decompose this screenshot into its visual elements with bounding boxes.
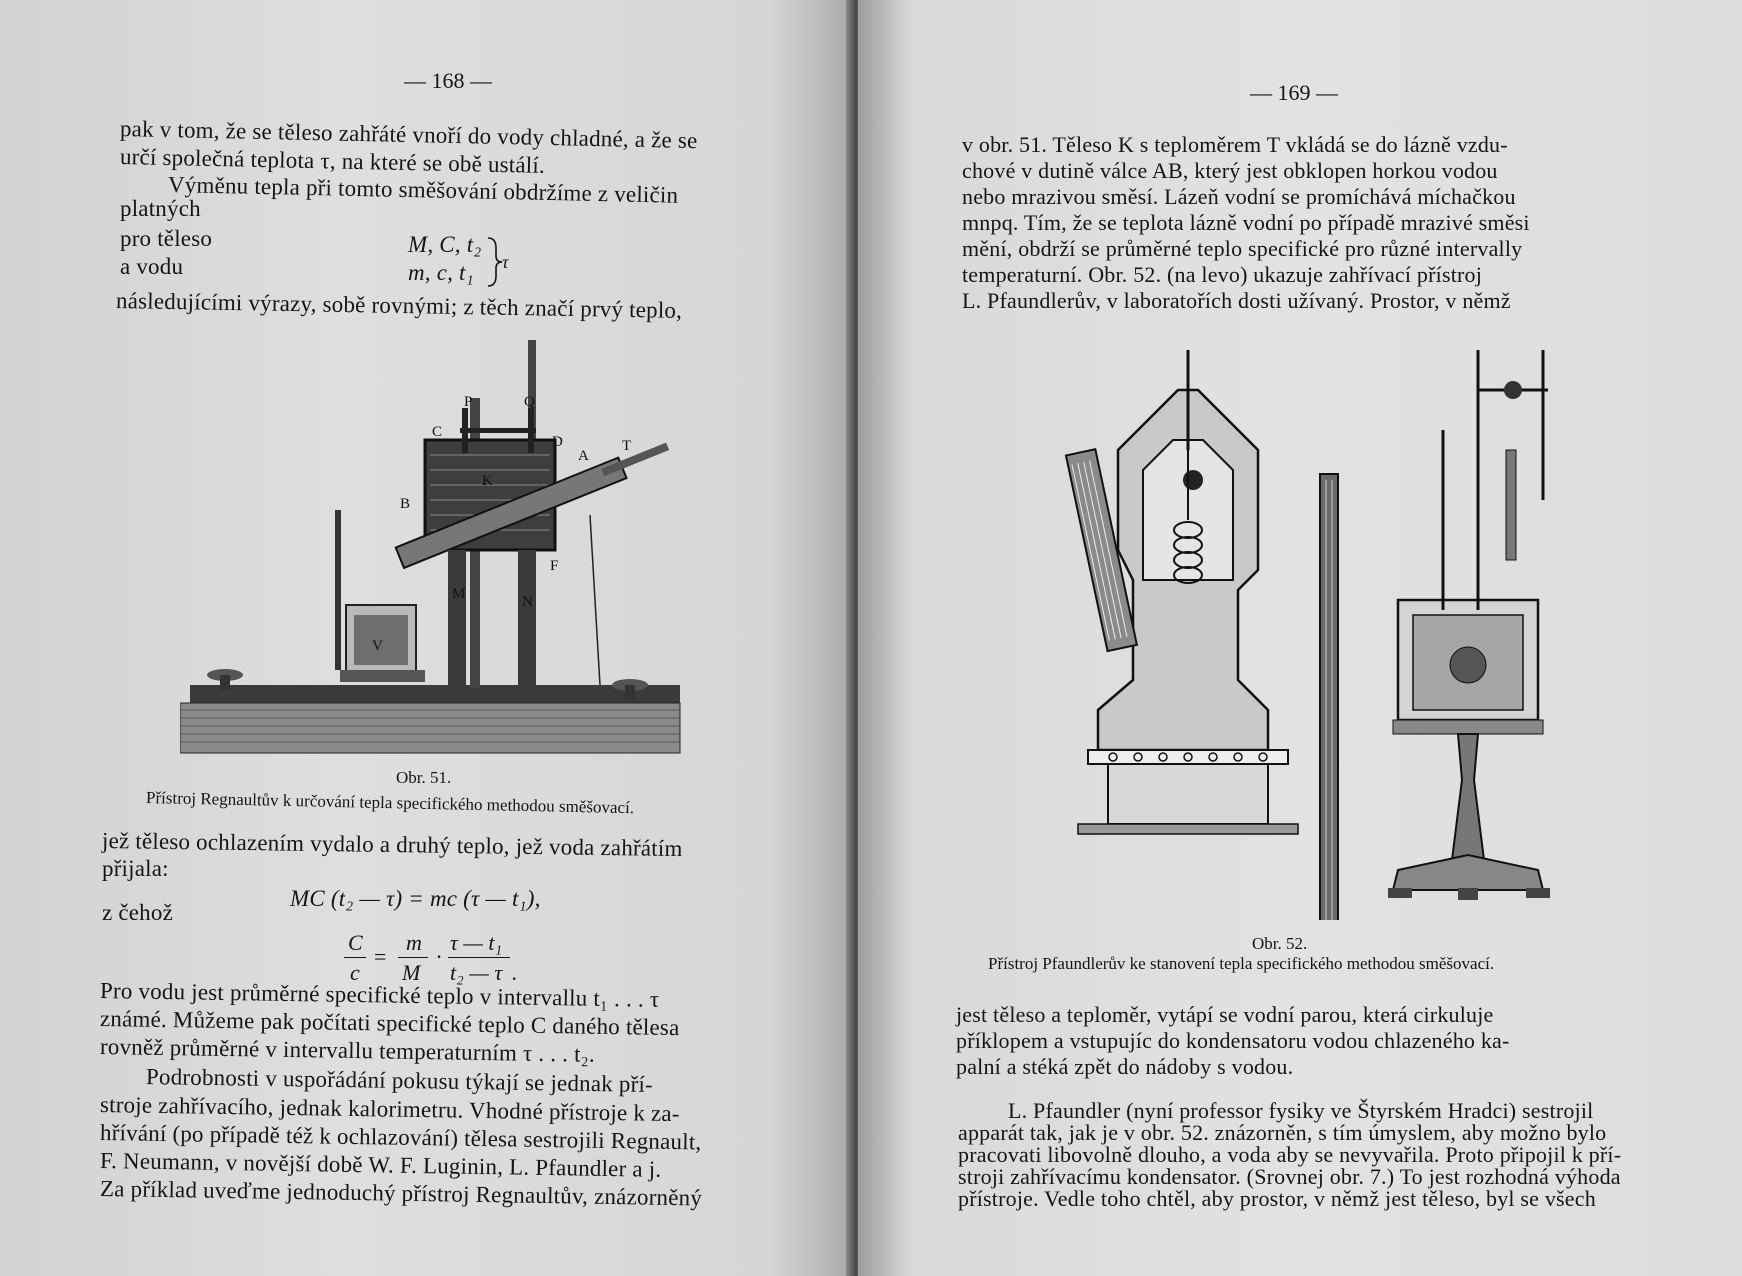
- figure-caption-number: Obr. 52.: [1252, 934, 1308, 953]
- text-line: následujícími výrazy, sobě rovnými; z těch značí prvý teplo,: [115, 288, 683, 323]
- text-line: chové v dutině válce AB, který jest obklopen horkou vodou: [962, 158, 1498, 183]
- figure-caption: Přístroj Pfaundlerův ke stanovení tepla specifického methodou směšovací.: [988, 954, 1495, 973]
- brace-var: τ: [502, 252, 509, 272]
- text-line: Podrobnosti v uspořádání pokusu týkají se jednak pří-: [145, 1064, 654, 1097]
- frac-num: m: [406, 930, 422, 955]
- text-line: příklopem a vstupujíc do kondensatoru vodou chlazeného ka-: [956, 1028, 1510, 1053]
- fig-label: T: [622, 438, 632, 454]
- frac-bar: [448, 957, 510, 958]
- fig-label: P: [464, 394, 473, 410]
- small-text-line: pracovati libovolně dlouho, a voda aby se nevyvařila. Proto připojil k pří-: [958, 1142, 1622, 1167]
- eq-sign: =: [374, 944, 387, 969]
- frac-bar: [398, 957, 428, 958]
- fig-label: B: [400, 496, 411, 512]
- small-text-line: stroji zahřívacímu kondensator. (Srovnej obr. 7.) To jest rozhodná výhoda: [958, 1164, 1621, 1189]
- text-line: v obr. 51. Těleso K s teploměrem T vkládá se do lázně vzdu-: [962, 132, 1508, 157]
- text-line: temperaturní. Obr. 52. (na levo) ukazuje zahřívací přístroj: [962, 262, 1483, 287]
- text-line: Za příklad uveďme jednoduchý přístroj Regnaultův, znázorněný: [99, 1176, 703, 1211]
- fig-label: K: [482, 473, 493, 489]
- fig-label: M: [452, 586, 466, 602]
- figure-caption: Přístroj Regnaultův k určování tepla specifického methodou směšovací.: [145, 788, 635, 818]
- small-text-line: apparát tak, jak je v obr. 52. znázorněn, s tím úmyslem, aby možno bylo: [958, 1120, 1607, 1145]
- text-line: platných: [120, 196, 201, 221]
- text-line: F. Neumann, v novější době W. F. Luginin, L. Pfaundler a j.: [99, 1148, 662, 1182]
- fig-label: A: [578, 448, 589, 464]
- text-line: hřívání (po případě též k ochlazování) tělesa sestrojili Regnault,: [99, 1120, 702, 1155]
- fig-label: N: [522, 594, 533, 610]
- page-number: — 168 —: [404, 68, 492, 93]
- equation-label: z čehož: [102, 900, 173, 925]
- text-line: přijala:: [102, 856, 169, 881]
- eq-end: .: [512, 960, 518, 985]
- text-line: L. Pfaundlerův, v laboratořích dosti užívaný. Prostor, v němž: [962, 288, 1511, 313]
- text-line: mění, obdrží se průměrné teplo specifické pro různé intervally: [962, 236, 1523, 261]
- row-label: pro těleso: [120, 226, 213, 251]
- frac-den: M: [402, 960, 421, 985]
- text-line: palní a stéká zpět do nádoby s vodou.: [956, 1054, 1294, 1079]
- text-line: mnpq. Tím, že se teplota lázně vodní po případě mrazivé směsi: [962, 210, 1530, 235]
- equation-1: MC (t₂ — τ) = mc (τ — t₁),: [290, 886, 541, 911]
- eq-dot: ·: [436, 944, 442, 969]
- page-number: — 169 —: [1250, 80, 1338, 105]
- row-vars: m, c, t₁: [408, 260, 474, 285]
- text-line: pak v tom, že se těleso zahřáté vnoří do vody chladné, a že se: [119, 116, 698, 154]
- small-text-line: přístroje. Vedle toho chtěl, aby prostor, v němž jest těleso, byl se všech: [958, 1186, 1596, 1211]
- row-vars: M, C, t₂: [408, 232, 482, 257]
- text-line: určí společná teplota τ, na které se obě ustálí.: [119, 144, 546, 178]
- frac-bar: [344, 957, 366, 958]
- text-line: Výměnu tepla při tomto směšování obdržíme z veličin: [167, 172, 679, 208]
- figure-52-pfaundler-apparatus: [1058, 350, 1578, 920]
- right-page: [858, 0, 1742, 1276]
- text-line: rovněž průměrné v intervallu temperaturním τ . . . t₂.: [99, 1034, 596, 1067]
- frac-num: C: [348, 930, 363, 955]
- figure-51-regnault-apparatus: [180, 340, 700, 760]
- text-line: jest těleso a teploměr, vytápí se vodní parou, která cirkuluje: [956, 1002, 1494, 1027]
- text-line: stroje zahřívacího, jednak kalorimetru. Vhodné přístroje k za-: [99, 1092, 680, 1127]
- fig-label: F: [550, 558, 559, 574]
- row-label: a vodu: [120, 254, 184, 279]
- text-line: nebo mrazivou směsí. Lázeň vodní se promíchává míchačkou: [962, 184, 1516, 209]
- figure-caption-number: Obr. 51.: [396, 768, 452, 787]
- fig-label: C: [432, 424, 443, 440]
- fig-label: V: [372, 638, 383, 654]
- text-line: Pro vodu jest průměrné specifické teplo v intervallu t₁ . . . τ: [99, 978, 660, 1012]
- frac-den: c: [350, 960, 360, 985]
- left-page: [0, 0, 855, 1276]
- small-text-line: L. Pfaundler (nyní professor fysiky ve Štyrském Hradci) sestrojil: [1008, 1098, 1594, 1123]
- frac-den: t₂ — τ: [450, 960, 503, 985]
- text-line: jež těleso ochlazením vydalo a druhý teplo, jež voda zahřátím: [101, 828, 683, 862]
- text-line: známé. Můžeme pak počítati specifické teplo C daného tělesa: [99, 1006, 680, 1041]
- fig-label: Q: [524, 394, 535, 410]
- fig-label: D: [552, 434, 563, 450]
- frac-num: τ — t₁: [450, 930, 503, 955]
- equation-2: [344, 930, 544, 990]
